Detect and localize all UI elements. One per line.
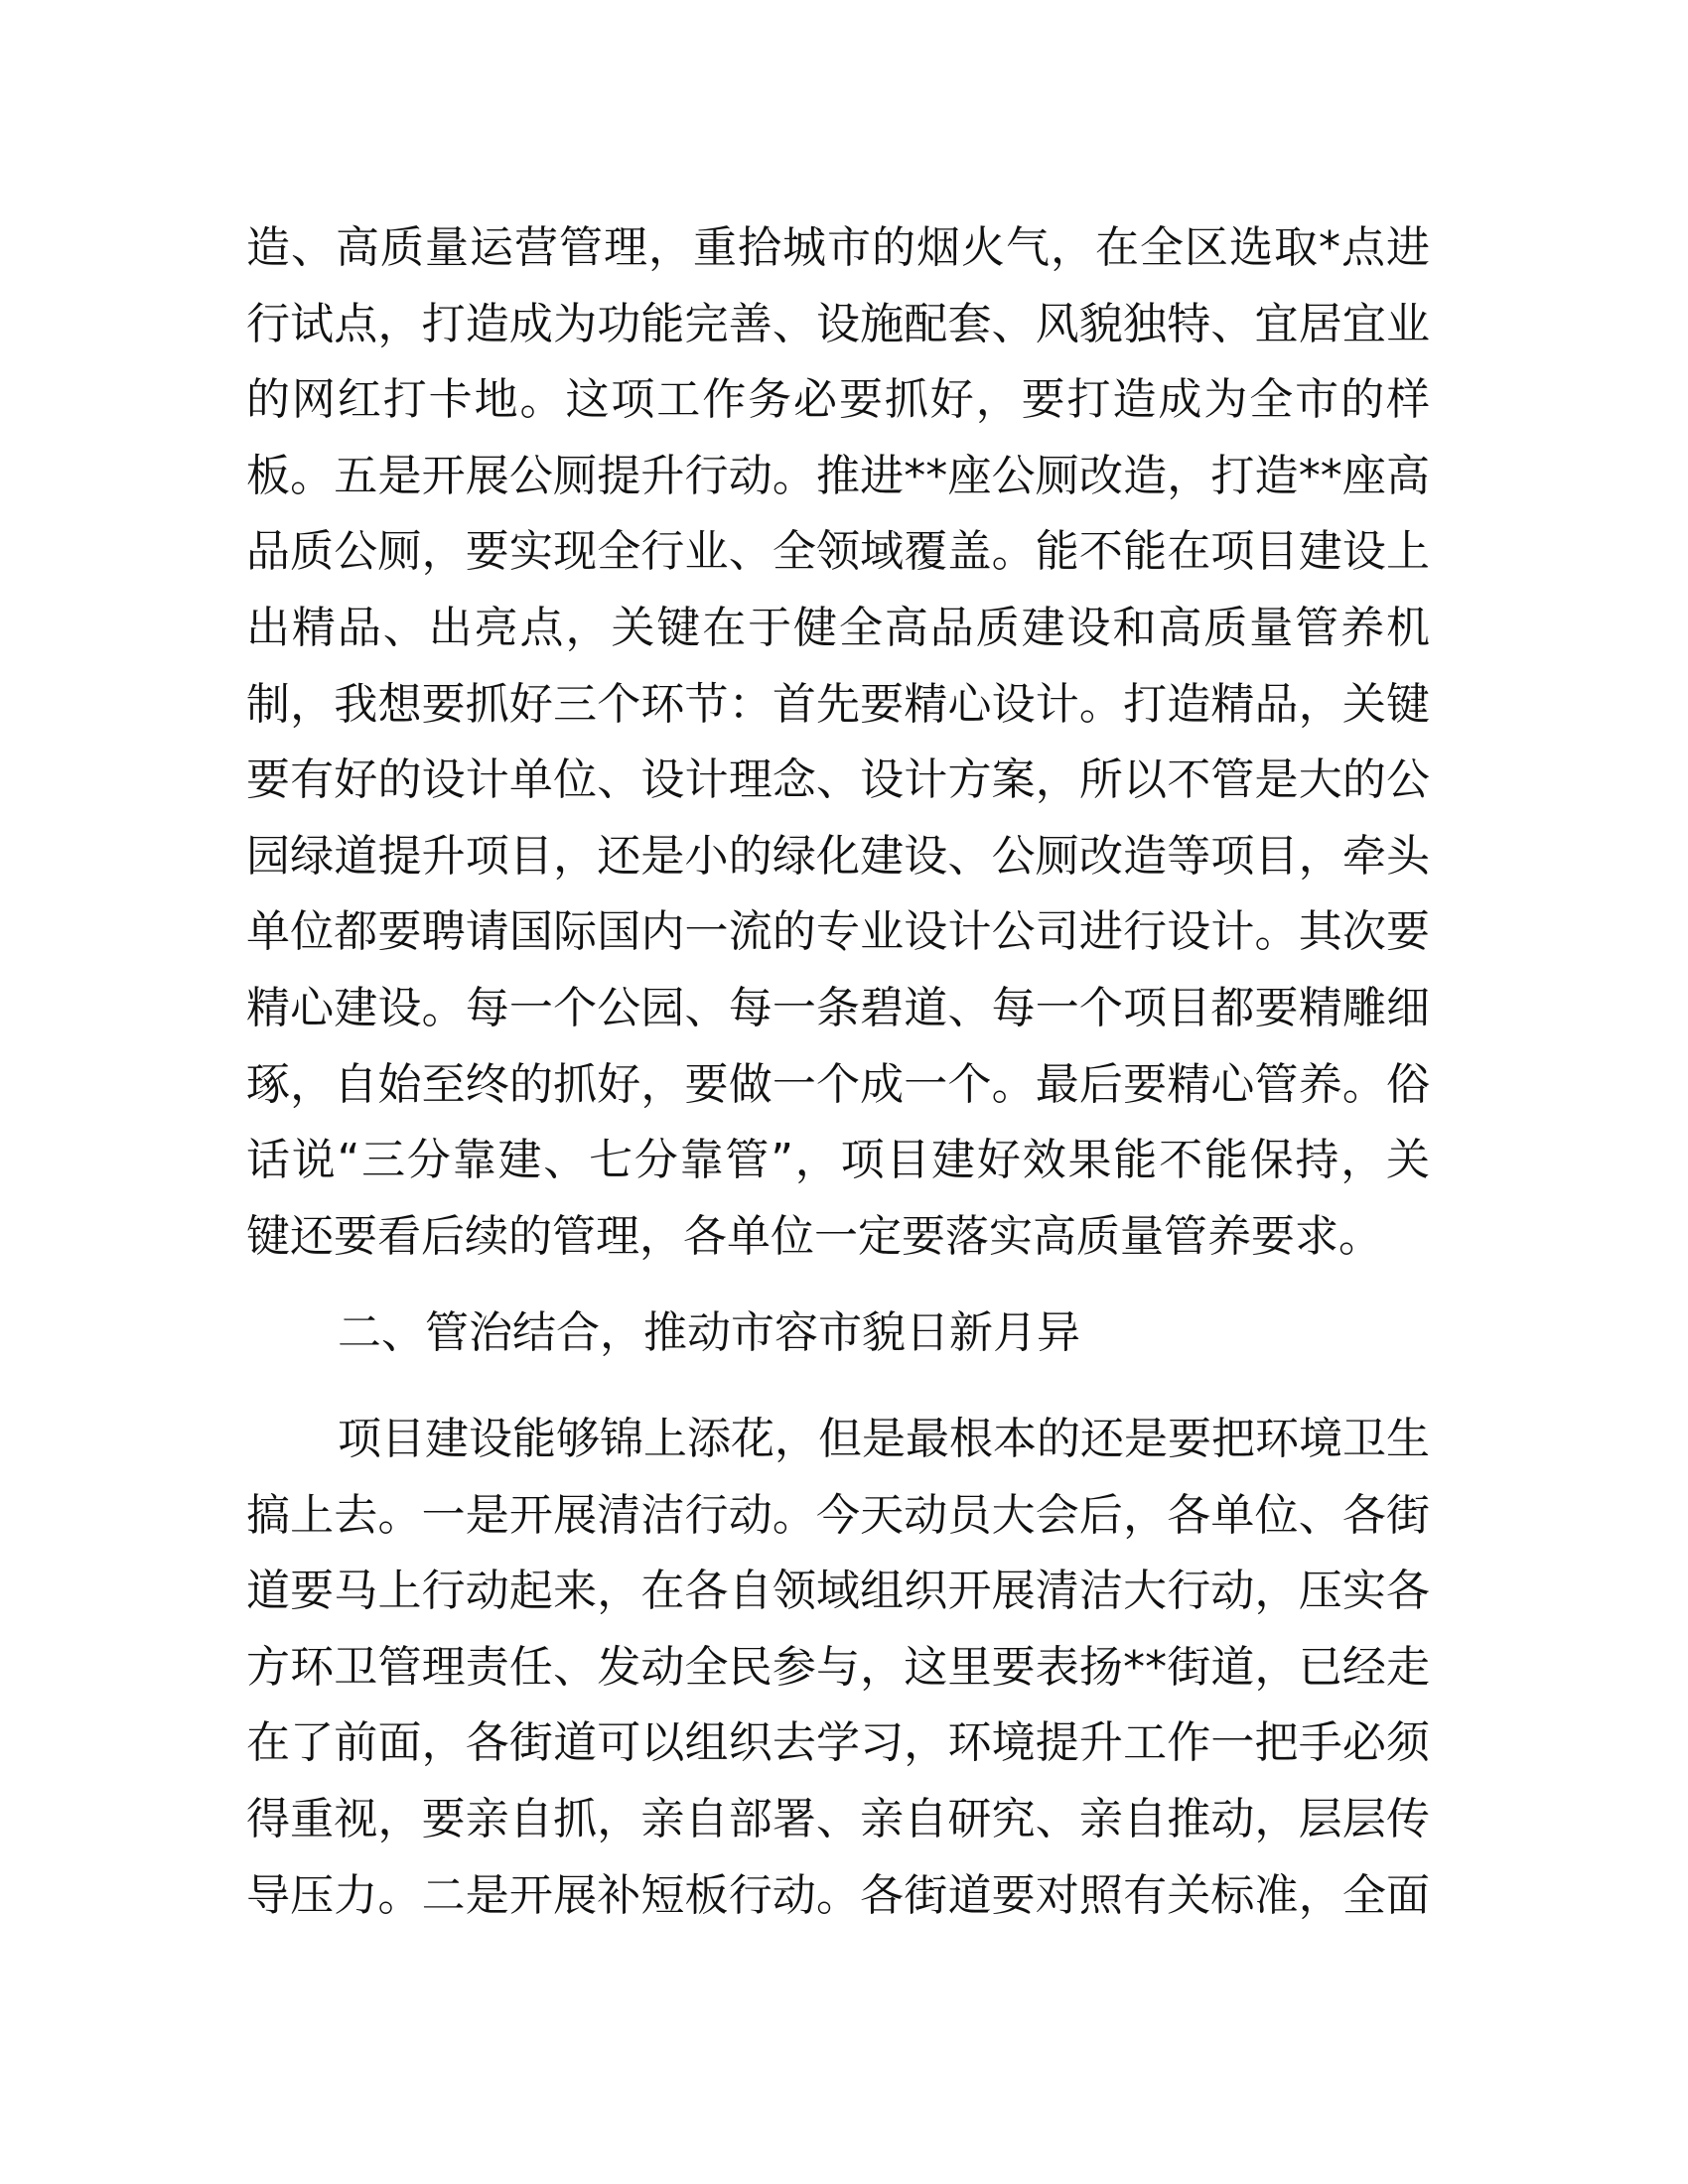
text-line: 得重视，要亲自抓，亲自部署、亲自研究、亲自推动，层层传 — [246, 1793, 1430, 1844]
text-line: 行试点，打造成为功能完善、设施配套、风貌独特、宜居宜业 — [246, 298, 1430, 349]
text-line: 园绿道提升项目，还是小的绿化建设、公厕改造等项目，牵头 — [246, 830, 1430, 882]
text-line: 话说“三分靠建、七分靠管”，项目建好效果能不能保持，关 — [246, 1135, 1430, 1186]
text-line: 要有好的设计单位、设计理念、设计方案，所以不管是大的公 — [246, 754, 1430, 806]
text-line: 板。五是开展公厕提升行动。推进**座公厕改造，打造**座高 — [246, 450, 1430, 501]
text-line: 方环卫管理责任、发动全民参与，这里要表扬**街道，已经走 — [246, 1641, 1430, 1693]
text-line: 在了前面，各街道可以组织去学习，环境提升工作一把手必须 — [246, 1717, 1430, 1769]
text-line: 道要马上行动起来，在各自领域组织开展清洁大行动，压实各 — [246, 1566, 1430, 1617]
body-paragraph-2 — [246, 1402, 1430, 1934]
text-line: 精心建设。每一个公园、每一条碧道、每一个项目都要精雕细 — [246, 982, 1430, 1033]
text-line: 导压力。二是开展补短板行动。各街道要对照有关标准，全面 — [246, 1869, 1430, 1921]
text-line: 单位都要聘请国际国内一流的专业设计公司进行设计。其次要 — [246, 906, 1430, 958]
text-line: 琢，自始至终的抓好，要做一个成一个。最后要精心管养。俗 — [246, 1058, 1430, 1110]
text-line: 搞上去。一是开展清洁行动。今天动员大会后，各单位、各街 — [246, 1489, 1430, 1541]
section-heading-block — [246, 1296, 1430, 1372]
body-paragraph-1 — [246, 210, 1430, 1275]
text-line: 造、高质量运营管理，重拾城市的烟火气，在全区选取*点进 — [246, 222, 1430, 273]
text-line: 的网红打卡地。这项工作务必要抓好，要打造成为全市的样 — [246, 374, 1430, 426]
text-line: 出精品、出亮点，关键在于健全高品质建设和高质量管养机 — [246, 602, 1430, 653]
text-line: 键还要看后续的管理，各单位一定要落实高质量管养要求。 — [246, 1210, 1382, 1262]
text-line: 项目建设能够锦上添花，但是最根本的还是要把环境卫生 — [338, 1414, 1430, 1464]
text-line: 品质公厕，要实现全行业、全领域覆盖。能不能在项目建设上 — [246, 526, 1430, 578]
section-heading: 二、管治结合，推动市容市貌日新月异 — [338, 1307, 1080, 1358]
text-line: 制，我想要抓好三个环节：首先要精心设计。打造精品，关键 — [246, 678, 1430, 730]
